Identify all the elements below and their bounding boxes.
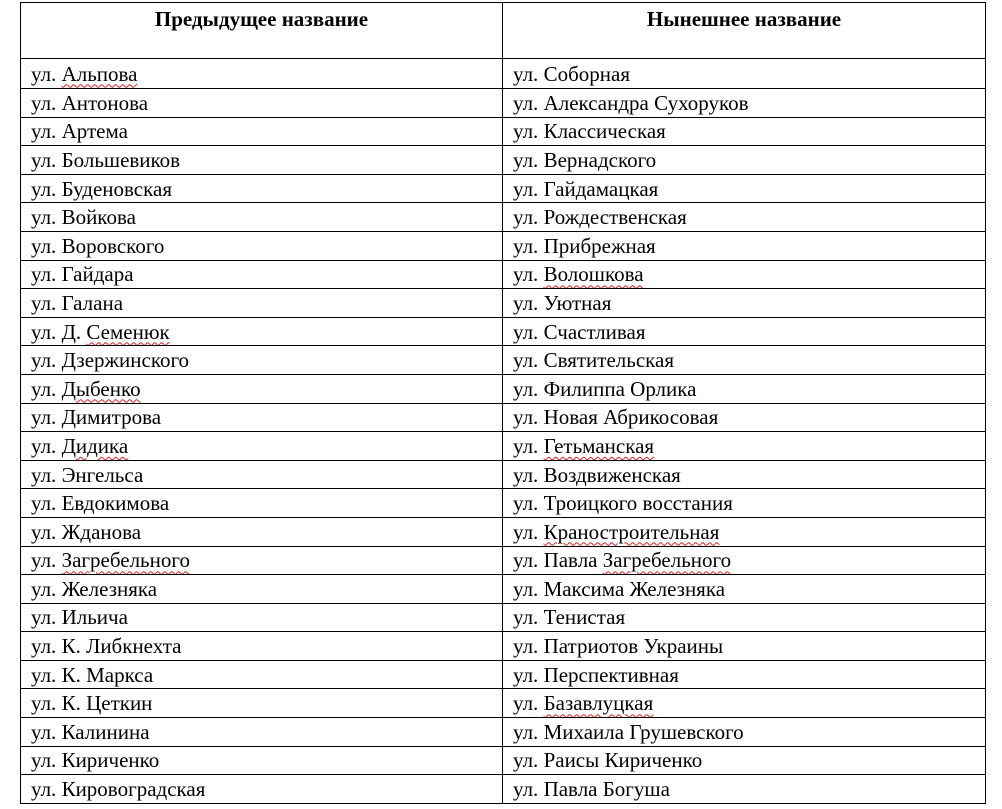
- table-row: [21, 517, 986, 546]
- street-prefix: ул.: [513, 491, 544, 516]
- street-prefix: ул.: [31, 748, 62, 773]
- header-previous-name: Предыдущее название: [21, 3, 503, 59]
- table-row: [21, 117, 986, 146]
- current-name-cell: [503, 660, 986, 689]
- street-name-word: Буденовская: [61, 176, 172, 201]
- street-name-word: Новая: [543, 405, 598, 430]
- current-name-cell: [503, 146, 986, 175]
- street-name-word: Железняка: [61, 576, 158, 601]
- street-name-word: Михаила: [543, 719, 625, 744]
- street-name-word: Кириченко: [604, 748, 703, 773]
- previous-name-cell: [21, 718, 503, 747]
- street-prefix: ул.: [31, 605, 62, 630]
- street-prefix: ул.: [513, 691, 544, 716]
- current-name-cell: [503, 289, 986, 318]
- street-name-word: Волошкова: [543, 262, 644, 287]
- street-prefix: ул.: [513, 605, 544, 630]
- table-row: [21, 260, 986, 289]
- street-prefix: ул.: [31, 290, 62, 315]
- street-name-word: Раисы: [543, 748, 600, 773]
- table-row: [21, 289, 986, 318]
- previous-name-cell: [21, 174, 503, 203]
- street-name-word: Классическая: [543, 119, 666, 144]
- street-prefix: ул.: [513, 90, 544, 115]
- street-prefix: ул.: [31, 61, 62, 86]
- street-name-word: Орлика: [630, 376, 697, 401]
- street-name-word: Павла: [543, 548, 598, 573]
- current-name-cell: [503, 546, 986, 575]
- street-name-word: Воздвиженская: [543, 462, 681, 487]
- current-name-cell: [503, 346, 986, 375]
- previous-name-cell: [21, 660, 503, 689]
- street-prefix: ул.: [513, 176, 544, 201]
- table-row: [21, 775, 986, 804]
- current-name-cell: [503, 432, 986, 461]
- header-current-name: Нынешнее название: [503, 3, 986, 59]
- street-name-word: Войкова: [61, 205, 136, 230]
- table-row: [21, 746, 986, 775]
- current-name-cell: [503, 689, 986, 718]
- current-name-cell: [503, 260, 986, 289]
- table-row: [21, 718, 986, 747]
- street-prefix: ул.: [31, 147, 62, 172]
- street-prefix: ул.: [31, 176, 62, 201]
- street-prefix: ул.: [513, 61, 544, 86]
- previous-name-cell: [21, 489, 503, 518]
- table-header-row: [21, 3, 986, 59]
- street-name-word: Калинина: [61, 719, 150, 744]
- previous-name-cell: [21, 289, 503, 318]
- street-name-word: Цеткин: [86, 691, 153, 716]
- street-name-word: Максима: [543, 576, 625, 601]
- previous-name-cell: [21, 317, 503, 346]
- table-row: [21, 317, 986, 346]
- street-name-word: Соборная: [543, 61, 630, 86]
- table-row: [21, 174, 986, 203]
- current-name-cell: [503, 317, 986, 346]
- current-name-cell: [503, 203, 986, 232]
- street-name-word: Счастливая: [543, 319, 646, 344]
- current-name-cell: [503, 775, 986, 804]
- previous-name-cell: [21, 746, 503, 775]
- street-name-word: Галана: [61, 290, 124, 315]
- previous-name-cell: [21, 689, 503, 718]
- street-prefix: ул.: [31, 90, 62, 115]
- street-name-word: Перспективная: [543, 662, 679, 687]
- street-prefix: ул.: [31, 205, 62, 230]
- previous-name-cell: [21, 775, 503, 804]
- street-prefix: ул.: [513, 376, 544, 401]
- street-name-word: Патриотов: [543, 634, 639, 659]
- street-name-word: Ильича: [61, 605, 128, 630]
- street-name-word: Александра: [543, 90, 649, 115]
- current-name-cell: [503, 489, 986, 518]
- street-name-word: Грушевского: [629, 719, 744, 744]
- street-prefix: ул.: [31, 405, 62, 430]
- street-prefix: ул.: [31, 233, 62, 258]
- street-prefix: ул.: [31, 348, 62, 373]
- current-name-cell: [503, 746, 986, 775]
- street-name-word: Сухоруков: [654, 90, 749, 115]
- street-prefix: ул.: [31, 691, 62, 716]
- street-prefix: ул.: [31, 462, 62, 487]
- previous-name-cell: [21, 632, 503, 661]
- street-prefix: ул.: [31, 634, 62, 659]
- street-name-word: Димитрова: [61, 405, 162, 430]
- street-prefix: ул.: [513, 233, 544, 258]
- street-name-word: Святительская: [543, 348, 675, 373]
- street-name-word: К.: [61, 662, 81, 687]
- previous-name-cell: [21, 403, 503, 432]
- street-rename-table: [20, 2, 986, 804]
- street-name-word: Либкнехта: [86, 634, 182, 659]
- street-name-word: Загребельного: [61, 548, 190, 573]
- street-prefix: ул.: [31, 719, 62, 744]
- street-name-word: Гайдара: [61, 262, 134, 287]
- street-name-word: Богуша: [602, 777, 670, 802]
- street-prefix: ул.: [31, 777, 62, 802]
- street-prefix: ул.: [31, 262, 62, 287]
- table-row: [21, 203, 986, 232]
- street-prefix: ул.: [513, 662, 544, 687]
- previous-name-cell: [21, 146, 503, 175]
- street-prefix: ул.: [31, 119, 62, 144]
- table-row: [21, 146, 986, 175]
- street-name-word: Абрикосовая: [603, 405, 719, 430]
- street-name-word: К.: [61, 691, 81, 716]
- previous-name-cell: [21, 517, 503, 546]
- street-prefix: ул.: [513, 777, 544, 802]
- table-row: [21, 403, 986, 432]
- previous-name-cell: [21, 432, 503, 461]
- street-name-word: Краностроительная: [543, 519, 720, 544]
- street-name-word: Павла: [543, 777, 598, 802]
- current-name-cell: [503, 517, 986, 546]
- current-name-cell: [503, 403, 986, 432]
- street-prefix: ул.: [513, 405, 544, 430]
- table-row: [21, 346, 986, 375]
- table-row: [21, 59, 986, 89]
- street-name-word: Украины: [643, 634, 724, 659]
- street-name-word: Кириченко: [61, 748, 160, 773]
- street-name-word: Базавлуцкая: [543, 691, 654, 716]
- previous-name-cell: [21, 260, 503, 289]
- street-prefix: ул.: [513, 462, 544, 487]
- street-prefix: ул.: [31, 519, 62, 544]
- table-row: [21, 603, 986, 632]
- street-name-word: Дидика: [61, 433, 129, 458]
- current-name-cell: [503, 718, 986, 747]
- street-prefix: ул.: [513, 290, 544, 315]
- street-name-word: Троицкого: [543, 491, 638, 516]
- street-prefix: ул.: [31, 433, 62, 458]
- current-name-cell: [503, 460, 986, 489]
- street-name-word: Большевиков: [61, 147, 181, 172]
- street-prefix: ул.: [513, 119, 544, 144]
- street-prefix: ул.: [31, 548, 62, 573]
- street-name-word: восстания: [642, 491, 733, 516]
- street-name-word: Евдокимова: [61, 491, 170, 516]
- street-name-word: Альпова: [61, 61, 138, 86]
- street-name-word: Загребельного: [602, 548, 732, 573]
- current-name-cell: [503, 374, 986, 403]
- street-name-word: Вернадского: [543, 147, 657, 172]
- street-prefix: ул.: [513, 719, 544, 744]
- current-name-cell: [503, 603, 986, 632]
- table-body: [21, 59, 986, 804]
- street-prefix: ул.: [31, 376, 62, 401]
- table-row: [21, 89, 986, 118]
- street-prefix: ул.: [513, 348, 544, 373]
- street-prefix: ул.: [513, 519, 544, 544]
- current-name-cell: [503, 174, 986, 203]
- table-row: [21, 632, 986, 661]
- street-prefix: ул.: [513, 147, 544, 172]
- street-name-word: Антонова: [61, 90, 149, 115]
- table-row: [21, 460, 986, 489]
- street-prefix: ул.: [31, 662, 62, 687]
- street-prefix: ул.: [513, 548, 544, 573]
- street-prefix: ул.: [31, 576, 62, 601]
- table-row: [21, 546, 986, 575]
- previous-name-cell: [21, 59, 503, 89]
- street-name-word: Маркса: [86, 662, 154, 687]
- street-name-word: Д.: [61, 319, 82, 344]
- street-prefix: ул.: [513, 262, 544, 287]
- previous-name-cell: [21, 231, 503, 260]
- current-name-cell: [503, 59, 986, 89]
- previous-name-cell: [21, 575, 503, 604]
- street-name-word: Тенистая: [543, 605, 626, 630]
- street-name-word: Уютная: [543, 290, 612, 315]
- previous-name-cell: [21, 374, 503, 403]
- street-name-word: Железняка: [629, 576, 726, 601]
- previous-name-cell: [21, 546, 503, 575]
- street-name-word: Энгельса: [61, 462, 144, 487]
- previous-name-cell: [21, 460, 503, 489]
- street-prefix: ул.: [513, 576, 544, 601]
- table-row: [21, 689, 986, 718]
- street-prefix: ул.: [513, 433, 544, 458]
- previous-name-cell: [21, 603, 503, 632]
- table-row: [21, 231, 986, 260]
- table-row: [21, 575, 986, 604]
- street-prefix: ул.: [513, 319, 544, 344]
- street-name-word: К.: [61, 634, 81, 659]
- current-name-cell: [503, 231, 986, 260]
- street-name-word: Филиппа: [543, 376, 625, 401]
- table-row: [21, 432, 986, 461]
- current-name-cell: [503, 632, 986, 661]
- street-prefix: ул.: [31, 491, 62, 516]
- table-row: [21, 374, 986, 403]
- street-name-word: Рождественская: [543, 205, 687, 230]
- previous-name-cell: [21, 203, 503, 232]
- street-name-word: Семенюк: [86, 319, 170, 344]
- street-prefix: ул.: [513, 205, 544, 230]
- street-prefix: ул.: [31, 319, 62, 344]
- table-row: [21, 660, 986, 689]
- current-name-cell: [503, 89, 986, 118]
- current-name-cell: [503, 117, 986, 146]
- street-name-word: Дзержинского: [61, 348, 190, 373]
- previous-name-cell: [21, 117, 503, 146]
- street-name-word: Кировоградская: [61, 777, 206, 802]
- table-row: [21, 489, 986, 518]
- street-prefix: ул.: [513, 748, 544, 773]
- previous-name-cell: [21, 346, 503, 375]
- street-prefix: ул.: [513, 634, 544, 659]
- street-name-word: Жданова: [61, 519, 142, 544]
- street-name-word: Воровского: [61, 233, 165, 258]
- current-name-cell: [503, 575, 986, 604]
- street-name-word: Гетьманская: [543, 433, 655, 458]
- street-name-word: Гайдамацкая: [543, 176, 659, 201]
- street-name-word: Артема: [61, 119, 128, 144]
- street-name-word: Прибрежная: [543, 233, 656, 258]
- street-name-word: Дыбенко: [61, 376, 141, 401]
- previous-name-cell: [21, 89, 503, 118]
